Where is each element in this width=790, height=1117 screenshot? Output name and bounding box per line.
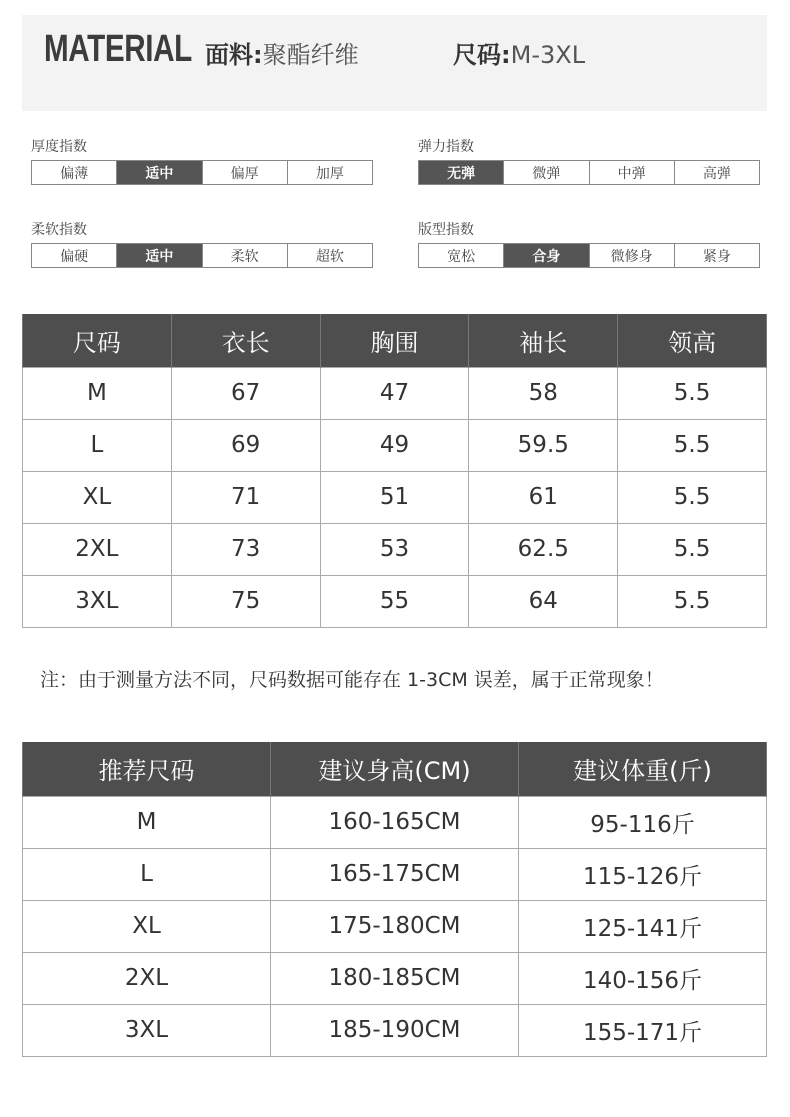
size-recommendation-table bbox=[22, 742, 767, 1057]
index-option: 加厚 bbox=[288, 161, 372, 184]
table-cell: 3XL bbox=[23, 1004, 271, 1056]
table-header-row bbox=[23, 742, 767, 796]
table-cell: L bbox=[23, 419, 172, 471]
index-option-selected: 适中 bbox=[117, 244, 202, 267]
table-cell: XL bbox=[23, 471, 172, 523]
column-header: 尺码 bbox=[23, 314, 172, 367]
table-cell: 2XL bbox=[23, 952, 271, 1004]
size-range-field bbox=[453, 35, 585, 70]
table-row bbox=[23, 523, 767, 575]
table-cell: 49 bbox=[320, 419, 469, 471]
size-chart-table bbox=[22, 314, 767, 628]
table-cell: 140-156斤 bbox=[519, 952, 767, 1004]
table-row bbox=[23, 848, 767, 900]
index-option: 柔软 bbox=[203, 244, 288, 267]
column-header: 衣长 bbox=[171, 314, 320, 367]
table-cell: 58 bbox=[469, 367, 618, 419]
table-cell: 5.5 bbox=[618, 575, 767, 627]
table-row bbox=[23, 367, 767, 419]
table-cell: 160-165CM bbox=[271, 796, 519, 848]
table-cell: 69 bbox=[171, 419, 320, 471]
index-options bbox=[418, 243, 760, 268]
index-title: 弹力指数 bbox=[418, 139, 474, 155]
column-header: 建议体重(斤) bbox=[519, 742, 767, 796]
index-option: 微修身 bbox=[590, 244, 675, 267]
measurement-note: 注：由于测量方法不同，尺码数据可能存在 1-3CM 误差，属于正常现象！ bbox=[40, 669, 664, 691]
table-cell: 75 bbox=[171, 575, 320, 627]
column-header: 建议身高(CM) bbox=[271, 742, 519, 796]
table-cell: 59.5 bbox=[469, 419, 618, 471]
fit-index bbox=[418, 221, 760, 268]
thickness-index bbox=[31, 138, 373, 185]
size-range-label: 尺码: bbox=[453, 41, 511, 69]
index-option-selected: 无弹 bbox=[419, 161, 504, 184]
table-cell: 185-190CM bbox=[271, 1004, 519, 1056]
table-row bbox=[23, 900, 767, 952]
table-cell: 5.5 bbox=[618, 523, 767, 575]
fabric-field bbox=[205, 35, 359, 70]
index-option-selected: 合身 bbox=[504, 244, 589, 267]
table-cell: 165-175CM bbox=[271, 848, 519, 900]
index-title: 版型指数 bbox=[418, 222, 474, 238]
table-cell: 115-126斤 bbox=[519, 848, 767, 900]
column-header: 胸围 bbox=[320, 314, 469, 367]
table-cell: 5.5 bbox=[618, 367, 767, 419]
table-cell: 125-141斤 bbox=[519, 900, 767, 952]
table-row bbox=[23, 419, 767, 471]
table-header-row bbox=[23, 314, 767, 367]
column-header: 推荐尺码 bbox=[23, 742, 271, 796]
table-cell: 155-171斤 bbox=[519, 1004, 767, 1056]
table-cell: 67 bbox=[171, 367, 320, 419]
column-header: 袖长 bbox=[469, 314, 618, 367]
fabric-value: 聚酯纤维 bbox=[262, 41, 359, 69]
table-cell: 62.5 bbox=[469, 523, 618, 575]
index-option: 偏薄 bbox=[32, 161, 117, 184]
index-options bbox=[31, 243, 373, 268]
table-cell: 71 bbox=[171, 471, 320, 523]
index-option: 微弹 bbox=[504, 161, 589, 184]
size-range-value: M-3XL bbox=[510, 41, 586, 69]
table-cell: XL bbox=[23, 900, 271, 952]
index-option: 偏硬 bbox=[32, 244, 117, 267]
table-cell: 73 bbox=[171, 523, 320, 575]
index-option: 宽松 bbox=[419, 244, 504, 267]
table-cell: 53 bbox=[320, 523, 469, 575]
index-option: 偏厚 bbox=[203, 161, 288, 184]
table-cell: 51 bbox=[320, 471, 469, 523]
softness-index bbox=[31, 221, 373, 268]
fabric-label: 面料: bbox=[205, 41, 263, 69]
index-title: 柔软指数 bbox=[31, 222, 87, 238]
table-cell: 64 bbox=[469, 575, 618, 627]
table-cell: 95-116斤 bbox=[519, 796, 767, 848]
table-cell: 180-185CM bbox=[271, 952, 519, 1004]
table-cell: 55 bbox=[320, 575, 469, 627]
table-cell: M bbox=[23, 367, 172, 419]
elasticity-index bbox=[418, 138, 760, 185]
table-row bbox=[23, 952, 767, 1004]
index-option: 紧身 bbox=[675, 244, 759, 267]
index-title: 厚度指数 bbox=[31, 139, 87, 155]
table-cell: M bbox=[23, 796, 271, 848]
table-cell: 3XL bbox=[23, 575, 172, 627]
table-row bbox=[23, 1004, 767, 1056]
column-header: 领高 bbox=[618, 314, 767, 367]
table-cell: 5.5 bbox=[618, 419, 767, 471]
index-option: 中弹 bbox=[590, 161, 675, 184]
table-cell: 47 bbox=[320, 367, 469, 419]
table-cell: 61 bbox=[469, 471, 618, 523]
index-options bbox=[418, 160, 760, 185]
table-cell: 5.5 bbox=[618, 471, 767, 523]
index-option-selected: 适中 bbox=[117, 161, 202, 184]
table-row bbox=[23, 575, 767, 627]
index-option: 超软 bbox=[288, 244, 372, 267]
table-cell: L bbox=[23, 848, 271, 900]
material-title: MATERIAL bbox=[44, 28, 192, 70]
table-row bbox=[23, 796, 767, 848]
index-option: 高弹 bbox=[675, 161, 759, 184]
index-options bbox=[31, 160, 373, 185]
table-cell: 2XL bbox=[23, 523, 172, 575]
table-cell: 175-180CM bbox=[271, 900, 519, 952]
table-row bbox=[23, 471, 767, 523]
